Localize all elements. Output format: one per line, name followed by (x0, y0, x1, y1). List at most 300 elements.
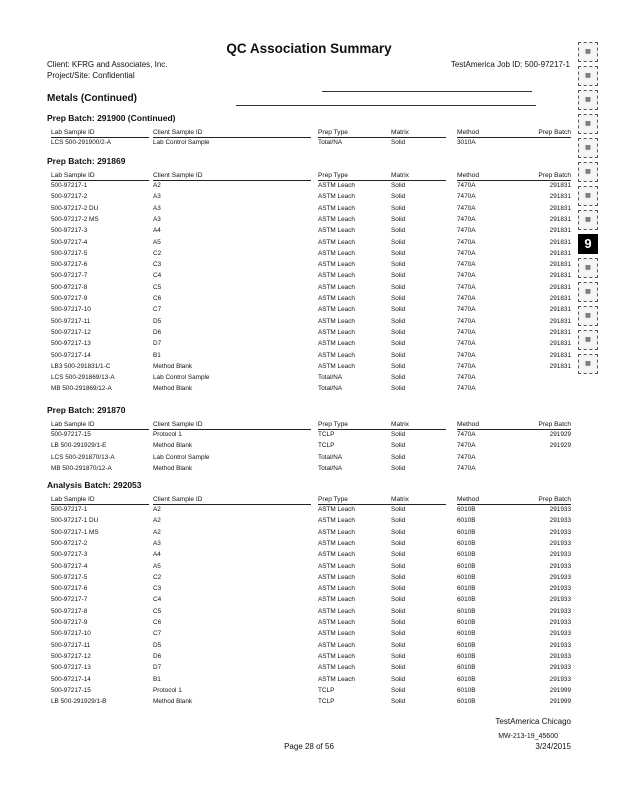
column-header-method: Method (457, 495, 517, 505)
cell-client-sample-id: A3 (153, 193, 161, 201)
cell-prep-type: TCLP (318, 431, 335, 438)
cell-matrix: Solid (391, 607, 406, 615)
cell-lab-sample-id: 500-97217-10 (51, 306, 91, 314)
cell-prep-batch: 291933 (549, 551, 571, 559)
table-row (47, 441, 571, 451)
batch-title: Prep Batch: 291869 (47, 156, 126, 166)
cell-matrix: Solid (391, 340, 406, 348)
table-row (47, 430, 571, 440)
cell-lab-sample-id: 500-97217-3 (51, 551, 88, 559)
cell-client-sample-id: C4 (153, 596, 162, 604)
table-row (47, 181, 571, 191)
cell-client-sample-id: Method Blank (153, 362, 193, 370)
side-tab[interactable]: ▦ (578, 306, 598, 326)
table-row (47, 464, 571, 474)
cell-client-sample-id: Lab Control Sample (153, 453, 210, 461)
cell-matrix: Solid (391, 585, 406, 593)
cell-prep-batch: 291933 (549, 607, 571, 615)
cell-client-sample-id: A5 (153, 562, 161, 570)
cell-method: 6010B (457, 686, 476, 694)
cell-matrix: Solid (391, 328, 406, 336)
cell-lab-sample-id: 500-97217-4 (51, 562, 88, 570)
cell-method: 6010B (457, 641, 476, 649)
cell-method: 7470A (457, 362, 476, 370)
cell-lab-sample-id: 500-97217-1 (51, 182, 88, 189)
cell-prep-batch: 291933 (549, 641, 571, 649)
column-header-method: Method (457, 171, 517, 181)
cell-client-sample-id: C2 (153, 573, 162, 581)
cell-prep-batch: 291929 (549, 442, 571, 450)
cell-client-sample-id: Lab Control Sample (153, 374, 210, 382)
page-number: Page 28 of 56 (284, 742, 334, 751)
table-row (47, 453, 571, 463)
cell-prep-batch: 291831 (549, 283, 571, 291)
cell-prep-batch: 291933 (549, 652, 571, 660)
cell-client-sample-id: A4 (153, 227, 161, 235)
cell-client-sample-id: A3 (153, 204, 161, 212)
cell-lab-sample-id: 500-97217-4 (51, 238, 88, 246)
table-row (47, 384, 571, 394)
cell-method: 6010B (457, 517, 476, 525)
cell-prep-type: ASTM Leach (318, 328, 355, 336)
cell-matrix: Solid (391, 193, 406, 201)
cell-client-sample-id: C7 (153, 306, 162, 314)
cell-prep-type: ASTM Leach (318, 227, 355, 235)
side-tab[interactable]: ▦ (578, 282, 598, 302)
cell-prep-batch: 291831 (549, 295, 571, 302)
table-row (47, 663, 571, 673)
cell-matrix: Solid (391, 573, 406, 581)
cell-client-sample-id: C5 (153, 283, 162, 291)
cell-lab-sample-id: LB 500-291929/1-B (51, 698, 107, 706)
cell-lab-sample-id: 500-97217-12 (51, 328, 91, 336)
column-header-prep-type: Prep Type (318, 171, 396, 181)
cell-prep-type: ASTM Leach (318, 182, 355, 189)
table-header (47, 495, 571, 505)
table-row (47, 516, 571, 526)
cell-prep-type: Total/NA (318, 139, 343, 146)
table-row (47, 686, 571, 696)
cell-client-sample-id: D7 (153, 340, 162, 348)
cell-client-sample-id: D5 (153, 317, 162, 325)
cell-lab-sample-id: 500-97217-12 (51, 652, 91, 660)
cell-prep-batch: 291831 (549, 328, 571, 336)
cell-method: 6010B (457, 573, 476, 581)
cell-matrix: Solid (391, 664, 406, 672)
cell-client-sample-id: A2 (153, 528, 161, 536)
table-row (47, 505, 571, 515)
cell-prep-batch: 291929 (549, 431, 571, 438)
cell-prep-type: ASTM Leach (318, 573, 355, 581)
cell-matrix: Solid (391, 641, 406, 649)
cell-lab-sample-id: 500-97217-2 DU (51, 204, 99, 212)
cell-lab-sample-id: 500-97217-9 (51, 295, 88, 302)
column-header-method: Method (457, 420, 517, 430)
cell-prep-batch: 291933 (549, 539, 571, 547)
cell-prep-type: ASTM Leach (318, 306, 355, 314)
cell-lab-sample-id: 500-97217-5 (51, 249, 88, 257)
cell-method: 6010B (457, 539, 476, 547)
cell-method: 7470A (457, 340, 476, 348)
cell-prep-batch: 291933 (549, 585, 571, 593)
header-rule-lower (236, 105, 536, 106)
cell-method: 7470A (457, 283, 476, 291)
column-header-matrix: Matrix (391, 128, 446, 138)
side-tab[interactable]: ▦ (578, 258, 598, 278)
side-tab[interactable]: ▦ (578, 330, 598, 350)
cell-method: 6010B (457, 596, 476, 604)
cell-client-sample-id: A3 (153, 215, 161, 223)
table-row (47, 305, 571, 315)
batch-title: Prep Batch: 291900 (Continued) (47, 113, 176, 123)
cell-client-sample-id: C6 (153, 619, 162, 626)
table-row (47, 562, 571, 572)
cell-matrix: Solid (391, 551, 406, 559)
table-row (47, 675, 571, 685)
cell-prep-type: ASTM Leach (318, 317, 355, 325)
cell-matrix: Solid (391, 453, 406, 461)
cell-client-sample-id: A2 (153, 506, 161, 513)
cell-prep-type: ASTM Leach (318, 215, 355, 223)
cell-matrix: Solid (391, 652, 406, 660)
table-row (47, 697, 571, 707)
cell-matrix: Solid (391, 295, 406, 302)
cell-prep-type: ASTM Leach (318, 585, 355, 593)
cell-client-sample-id: D6 (153, 328, 162, 336)
table-row (47, 294, 571, 304)
cell-lab-sample-id: 500-97217-1 (51, 506, 88, 513)
footer-stamp: MW-213-19_45600 (498, 733, 558, 740)
cell-matrix: Solid (391, 351, 406, 359)
cell-matrix: Solid (391, 442, 406, 450)
table-row (47, 192, 571, 202)
cell-client-sample-id: B1 (153, 351, 161, 359)
side-tab[interactable]: ▦ (578, 90, 598, 110)
cell-prep-batch: 291831 (549, 215, 571, 223)
cell-prep-type: ASTM Leach (318, 652, 355, 660)
cell-lab-sample-id: LCS 500-291900/2-A (51, 139, 112, 146)
cell-lab-sample-id: 500-97217-10 (51, 630, 91, 638)
cell-matrix: Solid (391, 562, 406, 570)
cell-matrix: Solid (391, 272, 406, 280)
cell-method: 6010B (457, 551, 476, 559)
table-row (47, 652, 571, 662)
column-header-client-sample-id: Client Sample ID (153, 420, 311, 430)
cell-lab-sample-id: 500-97217-13 (51, 340, 91, 348)
cell-prep-batch: 291831 (549, 340, 571, 348)
cell-matrix: Solid (391, 506, 406, 513)
side-tab-active[interactable]: 9 (578, 234, 598, 254)
cell-matrix: Solid (391, 630, 406, 638)
cell-prep-batch: 291933 (549, 664, 571, 672)
cell-prep-type: ASTM Leach (318, 283, 355, 291)
cell-client-sample-id: A2 (153, 517, 161, 525)
batch-title: Prep Batch: 291870 (47, 405, 126, 415)
cell-prep-type: ASTM Leach (318, 295, 355, 302)
section-title: Metals (Continued) (47, 93, 137, 104)
cell-matrix: Solid (391, 596, 406, 604)
table-row (47, 215, 571, 225)
cell-prep-batch: 291933 (549, 630, 571, 638)
cell-client-sample-id: A4 (153, 551, 161, 559)
cell-prep-type: Total/NA (318, 453, 343, 461)
cell-method: 7470A (457, 238, 476, 246)
cell-prep-batch: 291831 (549, 182, 571, 189)
cell-method: 7470A (457, 306, 476, 314)
table-header (47, 128, 571, 138)
cell-prep-batch: 291933 (549, 506, 571, 513)
cell-method: 7470A (457, 385, 476, 393)
cell-client-sample-id: B1 (153, 675, 161, 683)
cell-matrix: Solid (391, 238, 406, 246)
cell-lab-sample-id: 500-97217-11 (51, 317, 91, 325)
cell-method: 7470A (457, 431, 476, 438)
footer-date: 3/24/2015 (535, 742, 571, 751)
cell-method: 7470A (457, 272, 476, 280)
cell-matrix: Solid (391, 261, 406, 269)
table-row (47, 550, 571, 560)
cell-prep-batch: 291831 (549, 362, 571, 370)
cell-lab-sample-id: 500-97217-1 MS (51, 528, 99, 536)
cell-method: 7470A (457, 464, 476, 472)
cell-method: 7470A (457, 453, 476, 461)
cell-client-sample-id: C2 (153, 249, 162, 257)
column-header-prep-type: Prep Type (318, 128, 396, 138)
column-header-lab-sample-id: Lab Sample ID (51, 420, 149, 430)
column-header-lab-sample-id: Lab Sample ID (51, 128, 149, 138)
cell-client-sample-id: D7 (153, 664, 162, 672)
cell-lab-sample-id: 500-97217-11 (51, 641, 91, 649)
cell-prep-type: ASTM Leach (318, 596, 355, 604)
cell-method: 7470A (457, 215, 476, 223)
column-header-client-sample-id: Client Sample ID (153, 495, 311, 505)
cell-lab-sample-id: 500-97217-2 MS (51, 215, 99, 223)
cell-matrix: Solid (391, 362, 406, 370)
table-row (47, 283, 571, 293)
cell-prep-batch: 291831 (549, 227, 571, 235)
cell-lab-sample-id: 500-97217-6 (51, 261, 88, 269)
cell-client-sample-id: A2 (153, 182, 161, 189)
cell-prep-type: ASTM Leach (318, 539, 355, 547)
cell-prep-batch: 291831 (549, 204, 571, 212)
side-tab[interactable]: ▦ (578, 66, 598, 86)
cell-lab-sample-id: 500-97217-7 (51, 272, 88, 280)
cell-lab-sample-id: LCS 500-291869/13-A (51, 374, 115, 382)
cell-prep-type: ASTM Leach (318, 562, 355, 570)
cell-prep-batch: 291831 (549, 317, 571, 325)
cell-prep-type: Total/NA (318, 464, 343, 472)
cell-prep-type: ASTM Leach (318, 204, 355, 212)
column-header-matrix: Matrix (391, 420, 446, 430)
cell-method: 6010B (457, 562, 476, 570)
cell-prep-type: ASTM Leach (318, 664, 355, 672)
client-name: Client: KFRG and Associates, Inc. (47, 60, 168, 69)
cell-client-sample-id: A5 (153, 238, 161, 246)
cell-client-sample-id: C5 (153, 607, 162, 615)
cell-matrix: Solid (391, 182, 406, 189)
side-tab[interactable]: ▦ (578, 138, 598, 158)
table-row (47, 373, 571, 383)
cell-prep-type: ASTM Leach (318, 517, 355, 525)
cell-prep-batch: 291831 (549, 272, 571, 280)
cell-prep-type: ASTM Leach (318, 675, 355, 683)
cell-method: 7470A (457, 193, 476, 201)
cell-lab-sample-id: 500-97217-6 (51, 585, 88, 593)
cell-client-sample-id: Method Blank (153, 464, 193, 472)
cell-matrix: Solid (391, 227, 406, 235)
side-tab[interactable]: ▦ (578, 162, 598, 182)
cell-method: 6010B (457, 607, 476, 615)
cell-client-sample-id: C4 (153, 272, 162, 280)
cell-lab-sample-id: LCS 500-291870/13-A (51, 453, 115, 461)
cell-prep-type: ASTM Leach (318, 193, 355, 201)
table-row (47, 249, 571, 259)
cell-client-sample-id: D6 (153, 652, 162, 660)
cell-method: 6010B (457, 506, 476, 513)
cell-method: 7470A (457, 351, 476, 359)
cell-prep-batch: 291933 (549, 619, 571, 626)
cell-prep-type: ASTM Leach (318, 238, 355, 246)
cell-matrix: Solid (391, 204, 406, 212)
cell-prep-type: TCLP (318, 686, 335, 694)
column-header-prep-batch: Prep Batch (511, 128, 571, 138)
column-header-client-sample-id: Client Sample ID (153, 171, 311, 181)
cell-method: 7470A (457, 442, 476, 450)
table-row (47, 351, 571, 361)
cell-client-sample-id: Lab Control Sample (153, 139, 210, 146)
column-header-prep-batch: Prep Batch (511, 495, 571, 505)
cell-lab-sample-id: MB 500-291869/12-A (51, 385, 112, 393)
cell-matrix: Solid (391, 385, 406, 393)
cell-lab-sample-id: 500-97217-14 (51, 351, 91, 359)
cell-prep-batch: 291933 (549, 562, 571, 570)
table-row (47, 641, 571, 651)
table-row (47, 528, 571, 538)
table-row (47, 317, 571, 327)
side-tab[interactable]: ▦ (578, 186, 598, 206)
column-header-matrix: Matrix (391, 495, 446, 505)
cell-method: 6010B (457, 630, 476, 638)
table-row (47, 607, 571, 617)
cell-method: 7470A (457, 261, 476, 269)
cell-client-sample-id: C6 (153, 295, 162, 302)
cell-lab-sample-id: 500-97217-14 (51, 675, 91, 683)
cell-matrix: Solid (391, 215, 406, 223)
cell-matrix: Solid (391, 431, 406, 438)
table-row (47, 539, 571, 549)
project-site: Project/Site: Confidential (47, 71, 135, 80)
cell-matrix: Solid (391, 675, 406, 683)
side-tab[interactable]: ▦ (578, 42, 598, 62)
side-tab[interactable]: ▦ (578, 210, 598, 230)
cell-prep-type: Total/NA (318, 385, 343, 393)
table-row (47, 271, 571, 281)
cell-matrix: Solid (391, 374, 406, 382)
job-id: TestAmerica Job ID: 500-97217-1 (450, 60, 570, 69)
cell-client-sample-id: C3 (153, 261, 162, 269)
cell-prep-batch: 291831 (549, 249, 571, 257)
cell-method: 6010B (457, 652, 476, 660)
cell-prep-batch: 291933 (549, 596, 571, 604)
cell-method: 7470A (457, 328, 476, 336)
cell-method: 7470A (457, 227, 476, 235)
cell-client-sample-id: C7 (153, 630, 162, 638)
cell-prep-batch: 291831 (549, 238, 571, 246)
cell-prep-type: ASTM Leach (318, 506, 355, 513)
cell-method: 6010B (457, 698, 476, 706)
cell-prep-batch: 291831 (549, 193, 571, 201)
footer-company: TestAmerica Chicago (495, 717, 571, 726)
cell-lab-sample-id: 500-97217-13 (51, 664, 91, 672)
column-header-prep-batch: Prep Batch (511, 420, 571, 430)
table-row (47, 339, 571, 349)
cell-prep-type: ASTM Leach (318, 630, 355, 638)
table-row (47, 328, 571, 338)
cell-lab-sample-id: LB 500-291929/1-E (51, 442, 107, 450)
cell-method: 7470A (457, 249, 476, 257)
cell-prep-type: ASTM Leach (318, 619, 355, 626)
cell-matrix: Solid (391, 528, 406, 536)
cell-matrix: Solid (391, 317, 406, 325)
cell-matrix: Solid (391, 283, 406, 291)
side-tab[interactable]: ▦ (578, 354, 598, 374)
cell-client-sample-id: C3 (153, 585, 162, 593)
cell-prep-type: ASTM Leach (318, 261, 355, 269)
column-header-prep-type: Prep Type (318, 420, 396, 430)
table-row (47, 226, 571, 236)
cell-lab-sample-id: 500-97217-15 (51, 686, 91, 694)
side-tab[interactable]: ▦ (578, 114, 598, 134)
column-header-method: Method (457, 128, 517, 138)
table-row (47, 238, 571, 248)
column-header-prep-batch: Prep Batch (511, 171, 571, 181)
cell-prep-type: ASTM Leach (318, 528, 355, 536)
cell-lab-sample-id: 500-97217-3 (51, 227, 88, 235)
cell-method: 6010B (457, 585, 476, 593)
column-header-lab-sample-id: Lab Sample ID (51, 495, 149, 505)
cell-prep-type: ASTM Leach (318, 362, 355, 370)
cell-matrix: Solid (391, 539, 406, 547)
cell-client-sample-id: A3 (153, 539, 161, 547)
cell-method: 7470A (457, 374, 476, 382)
cell-client-sample-id: Protocol 1 (153, 431, 182, 438)
cell-prep-batch: 291831 (549, 306, 571, 314)
cell-method: 3010A (457, 139, 476, 146)
cell-prep-type: ASTM Leach (318, 641, 355, 649)
cell-lab-sample-id: 500-97217-8 (51, 283, 88, 291)
cell-method: 7470A (457, 204, 476, 212)
cell-method: 7470A (457, 317, 476, 325)
cell-prep-batch: 291933 (549, 573, 571, 581)
cell-prep-batch: 291831 (549, 351, 571, 359)
cell-matrix: Solid (391, 306, 406, 314)
cell-client-sample-id: Method Blank (153, 698, 193, 706)
cell-prep-batch: 291933 (549, 675, 571, 683)
header-rule-upper (322, 91, 532, 92)
batch-title: Analysis Batch: 292053 (47, 480, 142, 490)
cell-matrix: Solid (391, 686, 406, 694)
cell-prep-type: ASTM Leach (318, 272, 355, 280)
cell-client-sample-id: D5 (153, 641, 162, 649)
table-row (47, 260, 571, 270)
cell-lab-sample-id: LB3 500-291831/1-C (51, 362, 111, 370)
cell-client-sample-id: Protocol 1 (153, 686, 182, 694)
table-row (47, 573, 571, 583)
cell-matrix: Solid (391, 517, 406, 525)
table-row (47, 595, 571, 605)
cell-lab-sample-id: 500-97217-15 (51, 431, 91, 438)
cell-method: 7470A (457, 182, 476, 189)
